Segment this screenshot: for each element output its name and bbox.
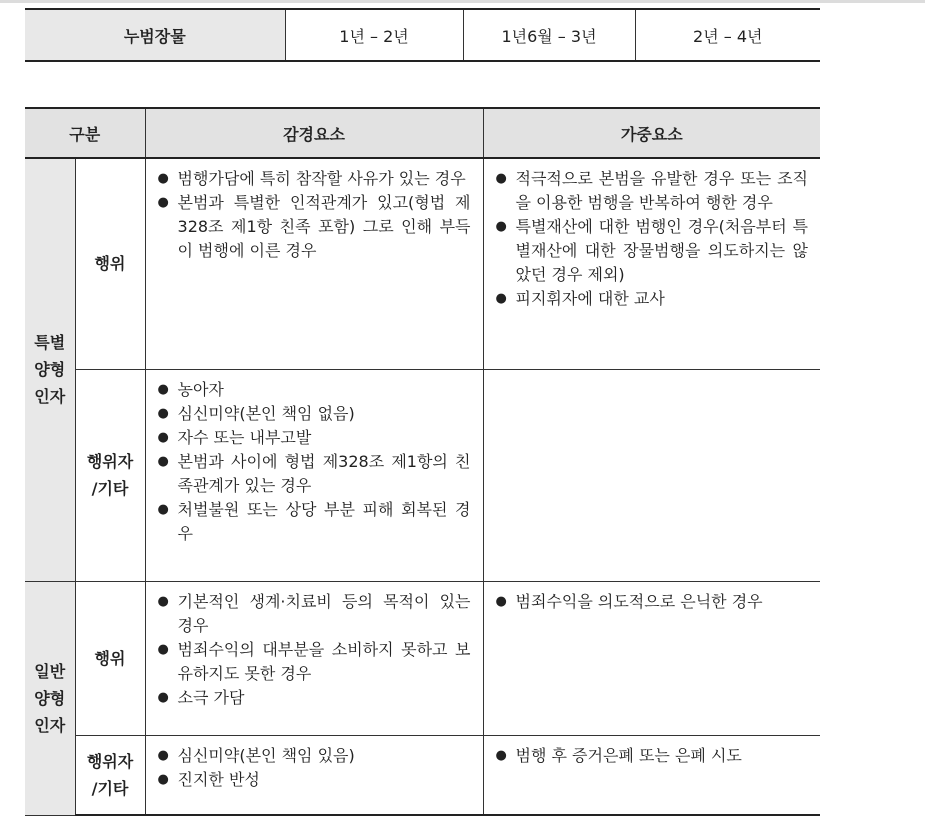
special-factors-label xyxy=(25,158,75,581)
aggravating-cell xyxy=(483,369,820,581)
list-item: ● 피지휘자에 대한 교사 xyxy=(496,287,809,311)
list-item: ● 범행 후 증거은폐 또는 은폐 시도 xyxy=(496,744,809,768)
category-label-line: 양형 xyxy=(34,360,66,380)
category-label-line: 양형 xyxy=(34,688,66,708)
range-cell: 2년 – 4년 xyxy=(635,9,820,61)
factor-list xyxy=(158,378,471,546)
category-label-line: 일반 xyxy=(34,661,66,681)
list-item: ● 심신미약(본인 책임 있음) xyxy=(158,744,471,768)
category-label-line: 인자 xyxy=(34,387,66,407)
list-item: ● 범행가담에 특히 참작할 사유가 있는 경우 xyxy=(158,167,471,191)
subcategory-label-line: 행위자 xyxy=(86,452,134,471)
crime-type-label: 누범장물 xyxy=(25,9,285,61)
sentencing-factors-table xyxy=(25,107,820,816)
list-item: ● 본범과 사이에 형법 제328조 제1항의 친족관계가 있는 경우 xyxy=(158,450,471,498)
table-row xyxy=(25,735,820,815)
table-row xyxy=(25,581,820,735)
category-label-line: 특별 xyxy=(34,333,66,353)
subcategory-label-line: /기타 xyxy=(91,479,129,498)
list-item: ● 자수 또는 내부고발 xyxy=(158,426,471,450)
factor-list xyxy=(496,167,809,311)
subcategory-label: 행위 xyxy=(75,581,145,735)
table-row xyxy=(25,158,820,369)
table-row xyxy=(25,9,820,61)
factor-list xyxy=(158,744,471,792)
mitigating-cell xyxy=(145,581,483,735)
factor-list xyxy=(496,744,809,768)
header-mitigating: 감경요소 xyxy=(145,108,483,158)
range-cell: 1년6월 – 3년 xyxy=(463,9,635,61)
factor-list xyxy=(158,167,471,263)
header-row xyxy=(25,108,820,158)
subcategory-label-line: /기타 xyxy=(91,778,129,798)
subcategory-label xyxy=(75,735,145,815)
list-item: ● 심신미약(본인 책임 없음) xyxy=(158,402,471,426)
mitigating-cell xyxy=(145,158,483,369)
list-item: ● 범죄수익을 의도적으로 은닉한 경우 xyxy=(496,590,809,614)
header-category: 구분 xyxy=(25,108,145,158)
list-item: ● 처벌불원 또는 상당 부분 피해 회복된 경우 xyxy=(158,498,471,546)
list-item: ● 적극적으로 본범을 유발한 경우 또는 조직을 이용한 범행을 반복하여 행한 경우 xyxy=(496,167,809,215)
list-item: ● 특별재산에 대한 범행인 경우(처음부터 특별재산에 대한 장물범행을 의도하지는 않았던 경우 제외) xyxy=(496,215,809,287)
list-item: ● 기본적인 생계·치료비 등의 목적이 있는 경우 xyxy=(158,590,471,638)
list-item: ● 본범과 특별한 인적관계가 있고(형법 제328조 제1항 친족 포함) 그로 인해 부득이 범행에 이른 경우 xyxy=(158,191,471,263)
header-aggravating: 가중요소 xyxy=(483,108,820,158)
range-cell: 1년 – 2년 xyxy=(285,9,463,61)
aggravating-cell xyxy=(483,735,820,815)
subcategory-label xyxy=(75,369,145,581)
aggravating-cell xyxy=(483,158,820,369)
list-item: ● 소극 가담 xyxy=(158,686,471,710)
factor-list xyxy=(158,590,471,710)
list-item: ● 범죄수익의 대부분을 소비하지 못하고 보유하지도 못한 경우 xyxy=(158,638,471,686)
list-item: ● 농아자 xyxy=(158,378,471,402)
category-label-line: 인자 xyxy=(34,715,66,735)
aggravating-cell xyxy=(483,581,820,735)
mitigating-cell xyxy=(145,369,483,581)
general-factors-label xyxy=(25,581,75,815)
list-item: ● 진지한 반성 xyxy=(158,768,471,792)
mitigating-cell xyxy=(145,735,483,815)
sentencing-range-table xyxy=(25,8,820,62)
table-row xyxy=(25,369,820,581)
subcategory-label-line: 행위자 xyxy=(86,751,134,771)
factor-list xyxy=(496,590,809,614)
subcategory-label: 행위 xyxy=(75,158,145,369)
top-divider xyxy=(0,0,925,3)
